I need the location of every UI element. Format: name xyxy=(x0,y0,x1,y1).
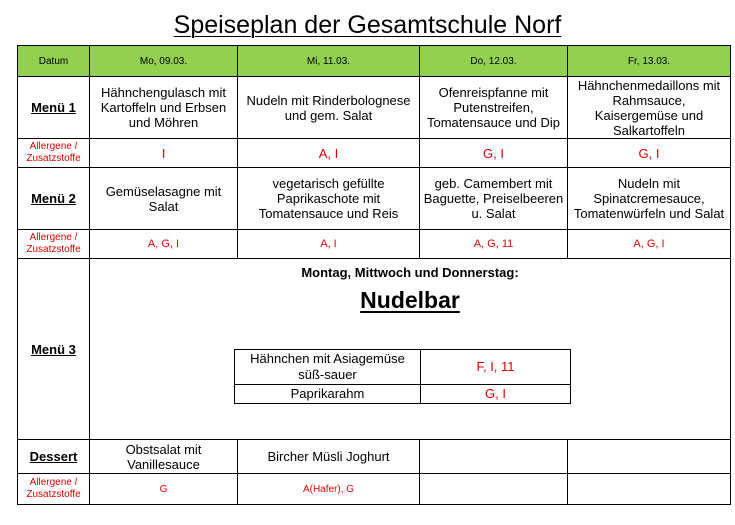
menu2-allergen-row xyxy=(18,230,731,259)
allergen-label: Allergene / Zusatzstoffe xyxy=(18,139,90,168)
dish-cell: Gemüselasagne mit Salat xyxy=(90,168,238,230)
nudelbar-item xyxy=(235,385,571,404)
dessert-allergen-row xyxy=(18,474,731,505)
nudelbar-title: Nudelbar xyxy=(360,287,460,313)
allergen-cell: I xyxy=(90,139,238,168)
dessert-row xyxy=(18,440,731,474)
allergen-label: Allergene / Zusatzstoffe xyxy=(18,474,90,505)
nudelbar-days-note: Montag, Mittwoch und Donnerstag: xyxy=(301,265,519,280)
dish-cell: Hähnchenmedaillons mit Rahmsauce, Kaisergemüse und Salkartoffeln xyxy=(568,77,731,139)
header-datum: Datum xyxy=(18,46,90,77)
header-day: Mo, 09.03. xyxy=(90,46,238,77)
nudelbar-item-name: Hähnchen mit Asiagemüse süß-sauer xyxy=(235,350,421,385)
dish-cell: Obstsalat mit Vanillesauce xyxy=(90,440,238,474)
dish-cell xyxy=(420,440,568,474)
allergen-cell: A, I xyxy=(238,139,420,168)
header-row xyxy=(18,46,731,77)
nudelbar-item-name: Paprikarahm xyxy=(235,385,421,404)
header-day: Fr, 13.03. xyxy=(568,46,731,77)
nudelbar-item-allergens: G, I xyxy=(421,385,571,404)
nudelbar-item xyxy=(235,350,571,385)
dish-cell: vegetarisch gefüllte Paprikaschote mit Tomatensauce und Reis xyxy=(238,168,420,230)
header-day: Do, 12.03. xyxy=(420,46,568,77)
nudelbar-table xyxy=(234,349,571,404)
allergen-cell: A, I xyxy=(238,230,420,259)
allergen-cell: G, I xyxy=(568,139,731,168)
allergen-cell: A, G, I xyxy=(568,230,731,259)
allergen-cell: A, G, I xyxy=(90,230,238,259)
allergen-cell: A(Hafer), G xyxy=(238,474,420,505)
menu-table xyxy=(17,45,731,505)
allergen-cell: A, G, 11 xyxy=(420,230,568,259)
dish-cell: geb. Camembert mit Baguette, Preiselbeeren u. Salat xyxy=(420,168,568,230)
allergen-cell xyxy=(420,474,568,505)
menu1-label: Menü 1 xyxy=(18,77,90,139)
allergen-cell xyxy=(568,474,731,505)
header-day: Mi, 11.03. xyxy=(238,46,420,77)
dish-cell: Hähnchengulasch mit Kartoffeln und Erbsen und Möhren xyxy=(90,77,238,139)
nudelbar-item-allergens: F, I, 11 xyxy=(421,350,571,385)
allergen-cell: G, I xyxy=(420,139,568,168)
dish-cell xyxy=(568,440,731,474)
allergen-label: Allergene / Zusatzstoffe xyxy=(18,230,90,259)
menu3-label: Menü 3 xyxy=(18,259,90,440)
page-title: Speiseplan der Gesamtschule Norf xyxy=(173,11,562,39)
dish-cell: Ofenreispfanne mit Putenstreifen, Tomatensauce und Dip xyxy=(420,77,568,139)
dessert-label: Dessert xyxy=(18,440,90,474)
nudelbar-cell xyxy=(90,259,731,440)
menu3-row xyxy=(18,259,731,440)
menu1-allergen-row xyxy=(18,139,731,168)
dish-cell: Nudeln mit Rinderbolognese und gem. Salat xyxy=(238,77,420,139)
menu2-label: Menü 2 xyxy=(18,168,90,230)
menu2-row xyxy=(18,168,731,230)
dish-cell: Nudeln mit Spinatcremesauce, Tomatenwürfeln und Salat xyxy=(568,168,731,230)
dish-cell: Bircher Müsli Joghurt xyxy=(238,440,420,474)
allergen-cell: G xyxy=(90,474,238,505)
menu1-row xyxy=(18,77,731,139)
